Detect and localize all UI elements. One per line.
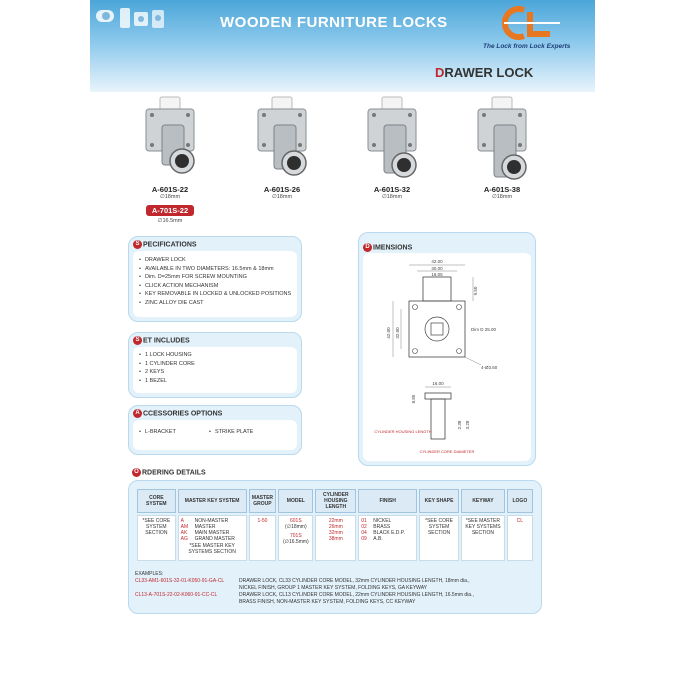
technical-drawing [363,253,531,461]
list-item: • 1 LOCK HOUSING [139,351,195,360]
product-diameter: ∅18mm [491,194,513,200]
master-codes: A AM AK AG [180,518,189,542]
specifications-initial: S [133,240,142,249]
column-header: CYLINDER HOUSING LENGTH [315,489,356,513]
dimensions-initial: D [363,243,372,252]
page-header-title: WOODEN FURNITURE LOCKS [220,14,448,31]
dim-label-d25: Dim D 25.00 [471,327,497,332]
column-header: CORE SYSTEM [137,489,176,513]
core-system-cell: *SEE CORE SYSTEM SECTION [137,515,176,561]
list-item: • STRIKE PLATE [209,428,253,437]
column-header: MASTER KEY SYSTEM [178,489,247,513]
accessories-initial: A [133,409,142,418]
section-title-initial: D [435,65,445,80]
set-includes-box [133,347,297,393]
model-cell: 601S (∅18mm) 701S (∅16.5mm) [278,515,313,561]
screw-hole [457,349,462,354]
cl-logo [502,6,562,40]
drawer-lock-image [466,95,538,183]
section-title [435,65,533,80]
side-view-flange [425,393,451,399]
dim-label-width-42: 42.00 [431,259,443,264]
master-note: *SEE MASTER KEY SYSTEMS SECTION [188,543,236,555]
list-item: • 1 BEZEL [139,377,195,386]
list-item: • L-BRACKET [139,428,176,437]
specifications-panel [128,236,302,322]
example-2-desc-2: BRASS FINISH, NON-MASTER KEY SYSTEM, FOLDING KEYS, CC KEYWAY [239,599,416,605]
product-diameter: ∅18mm [159,194,181,200]
specifications-heading: S PECIFICATIONS [133,240,197,249]
lock-face-outline [409,301,465,357]
key-shape-cell: *SEE CORE SYSTEM SECTION [419,515,459,561]
list-item: • 1 CYLINDER CORE [139,360,195,369]
set-includes-heading: S ET INCLUDES [133,336,190,345]
column-header: KEYWAY [461,489,505,513]
list-item: • CLICK ACTION MECHANISM [139,282,291,291]
product-diameter: ∅18mm [381,194,403,200]
column-header: KEY SHAPE [419,489,459,513]
dim-label-9-50: 9.50 [473,286,478,296]
accessories-panel [128,405,302,455]
specifications-box [133,251,297,317]
screw-hole [413,349,418,354]
column-header: MASTER GROUP [249,489,277,513]
product-a-601s-22 [130,95,210,224]
column-header: FINISH [358,489,417,513]
bolt-outline [423,277,451,301]
accessories-heading: A CCESSORIES OPTIONS [133,409,222,418]
dimensions-drawing-box [363,253,531,461]
product-icons [94,4,180,44]
examples-label: EXAMPLES: [135,571,164,577]
dim-label-side-238: 2.38 [457,420,462,430]
length-cell: 22mm 26mm 32mm 38mm [315,515,356,561]
drawer-lock-image [246,95,318,183]
product-alt-code: A-701S-22 [146,205,194,216]
logo-tagline: The Lock from Lock Experts [483,43,571,50]
dim-label-core-diameter: CYLINDER CORE DIAMETER [419,449,475,454]
example-1-desc-1: DRAWER LOCK, CL33 CYLINDER CORE MODEL, 32mm CYLINDER HOUSING LENGTH, 18mm dia., [239,578,470,584]
section-title-rest: RAWER LOCK [444,65,534,80]
set-includes-list [139,351,195,385]
list-item: • 2 KEYS [139,368,195,377]
master-group-cell: 1-50 [249,515,277,561]
drawer-lock-image [356,95,428,183]
table-row [137,515,533,561]
dim-label-housing-length: CYLINDER HOUSING LENGTH [374,429,432,434]
ordering-panel [128,480,542,614]
dim-label-width-30: 30.00 [431,266,443,271]
example-2-code: CL13-A-701S-22-02-K060-91-CC-CL [135,592,218,598]
list-item: • AVAILABLE IN TWO DIAMETERS: 16.5mm & 18mm [139,265,291,274]
master-names: NON-MASTER MASTER MAIN MASTER GRAND MASTER [194,518,235,542]
keyway-cell: *SEE MASTER KEY SYSTEMS SECTION [461,515,505,561]
finish-cell: 01 02 04 09 NICKEL BRASS BLACK E.D.P. A.B. [358,515,417,561]
list-item: • KEY REMOVABLE IN LOCKED & UNLOCKED POSITIONS [139,290,291,299]
product-code: A-601S-22 [151,185,189,194]
dim-label-height-32: 32.00 [395,327,400,339]
dim-label-height-42: 42.00 [386,327,391,339]
cylinder-outline [425,317,449,341]
table-header-row [137,489,533,513]
catalog-page [90,0,595,680]
screw-hole [457,305,462,310]
column-header: LOGO [507,489,533,513]
list-item: • DRAWER LOCK [139,256,291,265]
example-1-code: CL33-AM1-601S-32-01-K050-91-GA-CL [135,578,225,584]
product-a-601s-26 [242,95,322,200]
dim-label-hole: 4-Ø3.60 [481,365,498,370]
screw-hole [413,305,418,310]
dim-label-side-328: 3.28 [465,420,470,430]
side-view-housing [431,399,445,439]
list-item: • Dim. D=25mm FOR SCREW MOUNTING [139,273,291,282]
dimensions-heading: D IMENSIONS [363,243,412,252]
drawer-lock-image [134,95,206,183]
dim-label-side-885: 8.85 [411,394,416,404]
ordering-initial: O [132,468,141,477]
specifications-list [139,256,291,307]
logo-cell: CL [507,515,533,561]
set-includes-initial: S [133,336,142,345]
example-1-desc-2: NICKEL FINISH, GROUP 1 MASTER KEY SYSTEM, FOLDING KEYS, GA KEYWAY [239,585,428,591]
dim-label-side-16: 16.00 [432,381,444,386]
column-header: MODEL [278,489,313,513]
accessories-box [133,420,297,450]
dim-label-width-16: 16.05 [431,272,443,277]
keyway-square [431,323,443,335]
ordering-table [135,487,535,563]
product-code: A-601S-26 [263,185,301,194]
list-item: • ZINC ALLOY DIE CAST [139,299,291,308]
product-a-601s-38 [462,95,542,200]
master-key-cell [178,515,247,561]
dimensions-panel [358,232,536,466]
example-2-desc-1: DRAWER LOCK, CL13 CYLINDER CORE MODEL, 22mm CYLINDER HOUSING LENGTH, 16.5mm dia., [239,592,474,598]
product-diameter: ∅18mm [271,194,293,200]
set-includes-panel [128,332,302,398]
product-a-601s-32 [352,95,432,200]
product-code: A-601S-32 [373,185,411,194]
product-alt-diameter: ∅16.5mm [157,218,183,224]
product-code: A-601S-38 [483,185,521,194]
accessories-list-2 [209,428,253,437]
accessories-list-1 [139,428,176,437]
ordering-heading: O RDERING DETAILS [132,468,206,477]
